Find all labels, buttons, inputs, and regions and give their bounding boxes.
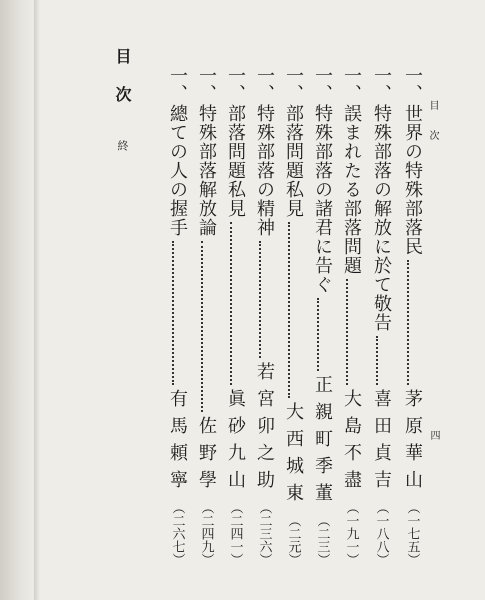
- entry-bullet: 一、: [225, 66, 246, 102]
- toc-entry: [282, 66, 304, 566]
- entry-bullet: 一、: [341, 66, 362, 102]
- entry-author: 大西城東: [283, 402, 304, 510]
- entry-bullet: 一、: [283, 66, 304, 102]
- entry-bullet: 一、: [196, 66, 217, 102]
- toc-entry: [195, 66, 217, 566]
- entry-bullet: 一、: [254, 66, 275, 102]
- entry-author: 喜田貞吉: [371, 389, 392, 497]
- running-head: 目次: [427, 100, 438, 160]
- entry-author: 佐野學: [196, 416, 217, 497]
- entry-author: 正親町季董: [312, 375, 333, 510]
- dot-leader: [201, 241, 203, 412]
- toc-entry: [311, 66, 333, 566]
- entry-page: （一七五）: [404, 501, 420, 566]
- entry-bullet: 一、: [167, 66, 188, 102]
- dot-leader: [407, 260, 409, 385]
- entry-author: 若宮卯之助: [254, 362, 275, 497]
- entry-title: 部落問題私見: [283, 104, 304, 218]
- entry-title: 總ての人の握手: [167, 104, 188, 237]
- entry-bullet: 一、: [402, 66, 423, 102]
- entry-title: 特殊部落の精神: [254, 104, 275, 237]
- dot-leader: [317, 298, 319, 371]
- entry-page: （一八八）: [373, 501, 389, 566]
- toc-entry: [253, 66, 275, 566]
- dot-leader: [230, 222, 232, 385]
- entry-title: 誤まれたる部落問題: [341, 104, 362, 275]
- entry-page: （一九一）: [343, 501, 359, 566]
- toc-entry: [401, 66, 423, 566]
- entry-title: 特殊部落の解放に於て敬告: [371, 104, 392, 332]
- fold-shadow: [34, 0, 40, 600]
- dot-leader: [376, 336, 378, 385]
- page-number: 四: [428, 430, 439, 440]
- entry-bullet: 一、: [312, 66, 333, 102]
- toc-entry: [340, 66, 362, 566]
- entry-author: 有馬頼寧: [167, 389, 188, 497]
- entry-page: （二四九）: [198, 501, 214, 566]
- toc-entry: [166, 66, 188, 566]
- end-mark: 終: [116, 140, 129, 151]
- entry-title: 世界の特殊部落民: [402, 104, 423, 256]
- entry-bullet: 一、: [371, 66, 392, 102]
- side-title: 目次: [113, 48, 132, 124]
- page-gutter: [0, 0, 36, 600]
- entry-page: （二三六）: [256, 501, 272, 566]
- entry-page: （二六七）: [169, 501, 185, 566]
- toc-entry: [224, 66, 246, 566]
- entry-title: 部落問題私見: [225, 104, 246, 218]
- entry-author: 茅原華山: [402, 389, 423, 497]
- entry-title: 特殊部落の諸君に告ぐ: [312, 104, 333, 294]
- dot-leader: [346, 279, 348, 385]
- dot-leader: [259, 241, 261, 358]
- entry-title: 特殊部落解放論: [196, 104, 217, 237]
- entry-page: （二元）: [285, 514, 301, 566]
- entry-page: （二三）: [314, 514, 330, 566]
- toc-entry: [370, 66, 392, 566]
- entry-author: 眞砂九山: [225, 389, 246, 497]
- entry-author: 大島不盡: [341, 389, 362, 497]
- entry-page: （二四一）: [227, 501, 243, 566]
- dot-leader: [172, 241, 174, 385]
- dot-leader: [288, 222, 290, 398]
